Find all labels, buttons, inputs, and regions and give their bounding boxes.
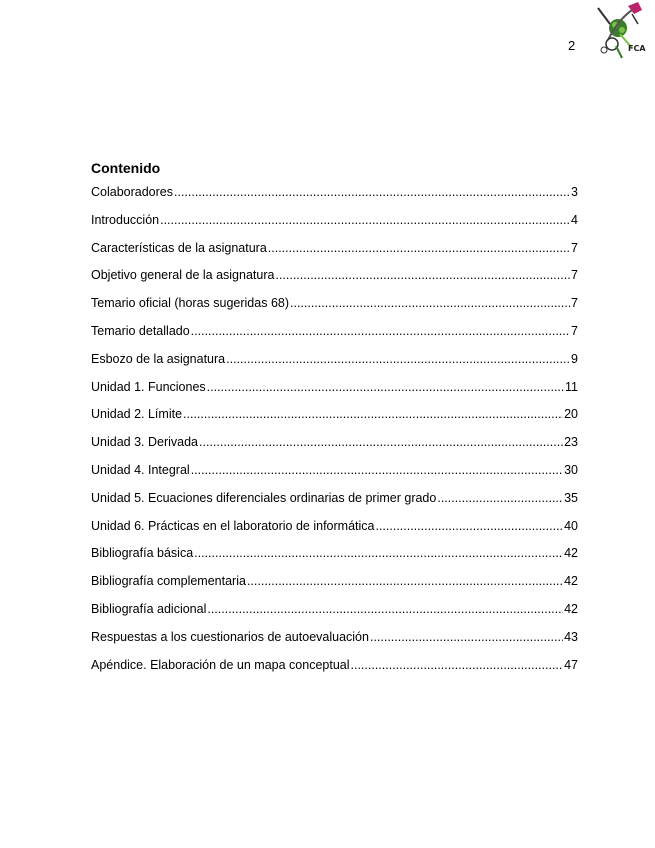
toc-entry-page: 35 (564, 490, 578, 505)
toc-entry-title: Respuestas a los cuestionarios de autoevaluación (91, 629, 369, 644)
toc-entry-page: 47 (564, 657, 578, 672)
dot-leader (199, 432, 563, 452)
dot-leader (247, 571, 563, 591)
toc-entry-page: 3 (571, 185, 578, 199)
toc-entry[interactable] (91, 404, 578, 432)
toc-entry[interactable] (91, 377, 578, 405)
dot-leader (375, 516, 563, 536)
toc-entry[interactable] (91, 571, 578, 599)
dot-leader (174, 182, 570, 202)
toc-entry[interactable] (91, 265, 578, 293)
toc-entry-page: 4 (571, 212, 578, 227)
toc-entry-page: 42 (564, 574, 578, 589)
toc-entry-title: Bibliografía adicional (91, 601, 207, 616)
toc-entry[interactable] (91, 432, 578, 460)
toc-entry-page: 20 (564, 407, 578, 422)
dot-leader (268, 238, 570, 258)
toc-entry[interactable] (91, 488, 578, 516)
toc-entry[interactable] (91, 599, 578, 627)
dot-leader (290, 293, 570, 313)
toc-entry-title: Bibliografía básica (91, 546, 194, 561)
dot-leader (207, 377, 564, 397)
toc-entry-title: Esbozo de la asignatura (91, 351, 226, 366)
toc-entry-page: 9 (571, 351, 578, 366)
toc-entry-page: 42 (564, 546, 578, 561)
toc-entry-title: Unidad 3. Derivada (91, 435, 199, 450)
toc-entry[interactable] (91, 516, 578, 544)
toc-entry[interactable] (91, 543, 578, 571)
toc-entry-page: 42 (564, 601, 578, 616)
toc-entry[interactable] (91, 238, 578, 266)
dot-leader (275, 265, 570, 285)
toc-entry[interactable] (91, 293, 578, 321)
dot-leader (194, 543, 563, 563)
dot-leader (207, 599, 563, 619)
page-number: 2 (568, 38, 576, 53)
toc-entry-page: 7 (571, 240, 578, 255)
toc-entry-title: Colaboradores (91, 185, 173, 199)
toc-entry-title: Unidad 1. Funciones (91, 379, 206, 394)
table-of-contents (91, 182, 578, 682)
toc-entry-title: Características de la asignatura (91, 240, 267, 255)
toc-entry-page: 23 (564, 435, 578, 450)
logo-text: FCA (628, 44, 646, 53)
toc-heading: Contenido (91, 160, 161, 176)
toc-entry-page: 7 (571, 296, 578, 311)
toc-entry[interactable] (91, 349, 578, 377)
toc-entry-title: Introducción (91, 212, 160, 227)
toc-entry-page: 40 (564, 518, 578, 533)
dot-leader (183, 404, 563, 424)
dot-leader (160, 210, 570, 230)
toc-entry[interactable] (91, 627, 578, 655)
toc-entry[interactable] (91, 655, 578, 683)
toc-entry-page: 7 (571, 323, 578, 338)
dot-leader (370, 627, 563, 647)
dot-leader (351, 655, 564, 675)
toc-entry-title: Unidad 6. Prácticas en el laboratorio de informática (91, 518, 375, 533)
toc-entry-title: Apéndice. Elaboración de un mapa conceptual (91, 657, 350, 672)
toc-entry-title: Temario oficial (horas sugeridas 68) (91, 296, 290, 311)
toc-entry-page: 43 (564, 629, 578, 644)
toc-entry-title: Bibliografía complementaria (91, 574, 246, 589)
dot-leader (437, 488, 563, 508)
toc-entry-page: 11 (565, 379, 578, 394)
toc-entry-title: Unidad 4. Integral (91, 462, 190, 477)
toc-entry-page: 7 (571, 268, 578, 283)
dot-leader (191, 460, 563, 480)
toc-entry-title: Unidad 5. Ecuaciones diferenciales ordinarias de primer grado (91, 490, 437, 505)
dot-leader (226, 349, 570, 369)
toc-entry[interactable] (91, 182, 578, 210)
toc-entry-page: 30 (564, 462, 578, 477)
toc-entry[interactable] (91, 321, 578, 349)
toc-entry[interactable] (91, 460, 578, 488)
dot-leader (191, 321, 570, 341)
toc-entry-title: Unidad 2. Límite (91, 407, 183, 422)
toc-entry[interactable] (91, 210, 578, 238)
toc-entry-title: Temario detallado (91, 323, 190, 338)
toc-entry-title: Objetivo general de la asignatura (91, 268, 275, 283)
